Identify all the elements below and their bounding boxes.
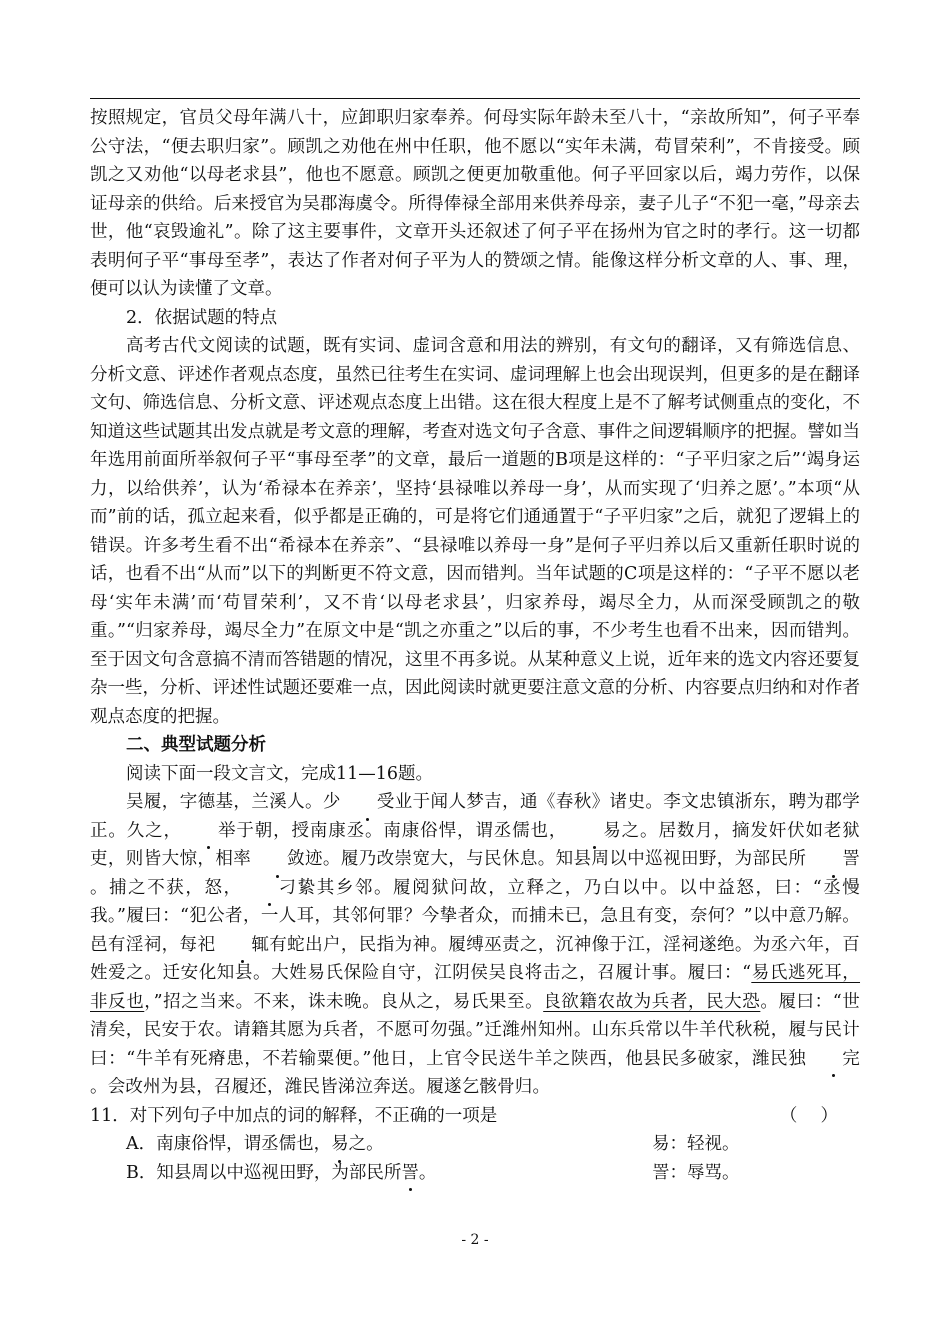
- question-11-option-b: B．知县周以中巡视田野，为部民所詈。 詈：辱骂。: [90, 1159, 860, 1188]
- underlined-sentence: 易氏逃死耳，非反也: [90, 963, 861, 1012]
- part-2-heading: 二、典型试题分析: [126, 735, 266, 755]
- page-number: - 2 -: [461, 1232, 489, 1248]
- question-11-option-a: A．南康俗悍，谓丞儒也，易之。 易：轻视。: [90, 1130, 860, 1159]
- option-explanation: 詈：辱骂。: [652, 1162, 740, 1183]
- dotted-word: 敛: [251, 845, 305, 874]
- dotted-word: 刁: [243, 874, 297, 903]
- dotted-word: 詈: [806, 845, 860, 874]
- reading-instruction: 阅读下面一段文言文，完成11—16题。: [126, 763, 434, 784]
- dotted-word: 詈: [401, 1159, 419, 1188]
- section-2-heading: 2．依据试题的特点: [126, 307, 278, 328]
- answer-blank: （ ）: [779, 1105, 838, 1126]
- dotted-word: 受: [341, 788, 395, 817]
- page-body: [90, 104, 860, 1187]
- continuation-paragraph: 按照规定，官员父母年满八十，应卸职归家奉养。何母实际年龄未至八十，“亲故所知”，何子平奉公守法，“便去职归家”。顾凯之劝他在州中任职，他不愿以“实年未满，苟冒荣利”，不肯接受。顾凯之又劝他“以母老求县”，他也不愿意。顾凯之便更加敬重他。何子平回家以后，竭力劳作，以保证母亲的供给。后来授官为吴郡海虞令。所得俸禄全部用来供养母亲，妻子儿子“不犯一毫，”母亲去世，他“哀毁逾礼”。除了这主要事件，文章开头还叙述了何子平在扬州为官之时的孝行。这一切都表明何子平“事母至孝”，表达了作者对何子平为人的赞颂之情。能像这样分析文章的人、事、理，便可以认为读懂了文章。: [90, 108, 860, 299]
- dotted-word: 易: [331, 1130, 349, 1159]
- question-11-stem: 11．对下列句子中加点的词的解释，不正确的一项是 （ ）: [90, 1102, 860, 1131]
- underlined-sentence: 良欲籍农故为兵者，民大恐: [543, 991, 761, 1012]
- option-explanation: 易：轻视。: [652, 1134, 740, 1154]
- header-rule: [90, 98, 860, 99]
- dotted-word: 举: [182, 817, 236, 846]
- dotted-word: 易: [567, 817, 621, 846]
- classical-passage: 吴履，字德基，兰溪人。少 受业于闻人梦吉，通《春秋》诸史。李文忠镇浙东，聘为郡学正。久之， 举于朝，授南康丞。南康俗悍，谓丞儒也， 易之。居数月，摘发奸伏如老狱吏，则皆大惊，相率 敛迹。履乃改崇宽大，与民休息。知县周以中巡视田野，为部民所 詈。捕之不获，怒， 刁絷其乡邻。履阅狱问故，立释之，乃白以中。以中益怒，曰：“丞慢我。”履曰：“犯公者，一人耳，其邻何罪？今挚者众，而捕未已，急且有变，奈何？”以中意乃解。邑有淫祠，每祀 辄有蛇出户，民指为神。履缚巫责之，沉神像于江，淫祠遂绝。为丞六年，百姓爱之。迁安化知县。大姓易氏保险自守，江阴侯吴良将击之，召履计事。履曰：“易氏逃死耳，非反也，”招之当来。不来，诛未晚。良从之，易氏果至。良欲籍农故为兵者，民大恐。履曰：“世清矣，民安于农。请籍其愿为兵者，不愿可勿强。”迁潍州知州。山东兵常以牛羊代秋税，履与民计曰：“牛羊有死瘠患，不若输粟便。”他日，上官令民送牛羊之陕西，他县民多破家，潍民独 完。会改州为县，召履还，潍民皆涕泣奔送。履遂乞骸骨归。: [90, 788, 860, 1102]
- dotted-word: 完: [806, 1045, 860, 1074]
- dotted-word: 辄: [215, 931, 269, 960]
- section-2-paragraph: 高考古代文阅读的试题，既有实词、虚词含意和用法的辨别，有文句的翻译，又有筛选信息、分析文意、评述作者观点态度，虽然已往考生在实词、虚词理解上也会出现误判，但更多的是在翻译文句、筛选信息、分析文意、评述观点态度上出错。这在很大程度上是不了解考试侧重点的变化，不知道这些试题其出发点就是考文意的理解，考查对选文句子含意、事件之间逻辑顺序的把握。譬如当年选用前面所举叙何子平“事母至孝”的文章，最后一道题的B项是这样的：“子平归家之后”‘竭身运力，以给供养’，认为‘希禄本在养亲’，坚持‘县禄唯以养母一身’，从而实现了‘归养之愿’。”本项“从而”前的话，孤立起来看，似乎都是正确的，可是将它们通通置于“子平归家”之后，就犯了逻辑上的错误。许多考生看不出“希禄本在养亲”、“县禄唯以养母一身”是何子平归养以后又重新任职时说的话，也看不出“从而”以下的判断更不符文意，因而错判。当年试题的C项是这样的：“子平不愿以老母‘实年未满’而‘苟冒荣利’，又不肯‘以母老求县’，归家养母，竭尽全力，从而深受顾凯之的敬重。”“归家养母，竭尽全力”在原文中是“凯之亦重之”以后的事，不少考生也看不出来，因而错判。至于因文句含意搞不清而答错题的情况，这里不再多说。从某种意义上说，近年来的选文内容还要复杂一些，分析、评述性试题还要难一点，因此阅读时就更要注意文意的分析、内容要点归纳和对作者观点态度的把握。: [90, 336, 860, 727]
